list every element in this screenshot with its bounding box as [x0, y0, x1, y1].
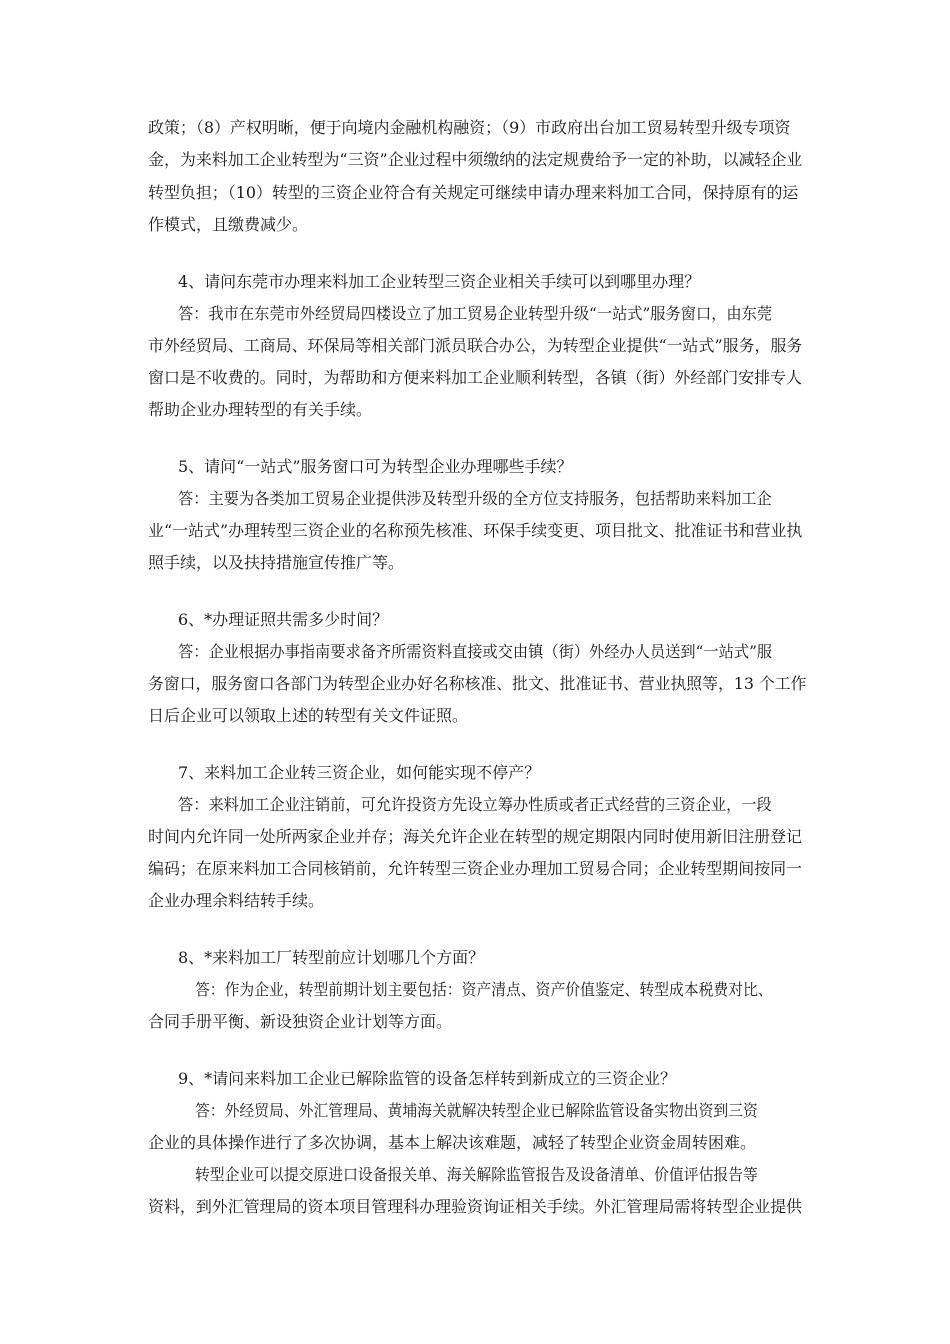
text-line: 答：外经贸局、外汇管理局、黄埔海关就解决转型企业已解除监管设备实物出资到三资	[195, 1101, 758, 1120]
text-line: 8、*来料加工厂转型前应计划哪几个方面？	[178, 948, 485, 967]
text-line: 答：企业根据办事指南要求备齐所需资料直接或交由镇（街）外经办人员送到“一站式”服	[178, 642, 773, 661]
text-line: 业“一站式”办理转型三资企业的名称预先核准、环保手续变更、项目批文、批准证书和营业执	[148, 521, 803, 540]
text-line: 企业办理余料结转手续。	[148, 891, 325, 910]
text-line: 转型企业可以提交原进口设备报关单、海关解除监管报告及设备清单、价值评估报告等	[195, 1165, 758, 1184]
text-line: 答：我市在东莞市外经贸局四楼设立了加工贸易企业转型升级“一站式”服务窗口，由东莞	[178, 304, 773, 323]
text-line: 时间内允许同一处所两家企业并存；海关允许企业在转型的规定期限内同时使用新旧注册登记	[148, 827, 803, 846]
text-line: 6、*办理证照共需多少时间？	[178, 610, 389, 629]
text-line: 7、来料加工企业转三资企业，如何能实现不停产？	[178, 763, 541, 782]
text-line: 政策；（8）产权明晰，便于向境内金融机构融资；（9）市政府出台加工贸易转型升级专项资	[148, 118, 791, 137]
text-line: 合同手册平衡、新设独资企业计划等方面。	[148, 1012, 453, 1031]
text-line: 帮助企业办理转型的有关手续。	[148, 400, 373, 419]
text-line: 作模式，且缴费减少。	[148, 215, 309, 234]
text-line: 窗口是不收费的。同时，为帮助和方便来料加工企业顺利转型，各镇（街）外经部门安排专人	[148, 368, 803, 387]
text-line: 照手续，以及扶持措施宣传推广等。	[148, 553, 405, 572]
text-line: 务窗口，服务窗口各部门为转型企业办好名称核准、批文、批准证书、营业执照等，13 个工作	[148, 674, 807, 693]
text-line: 5、请问“一站式”服务窗口可为转型企业办理哪些手续？	[178, 457, 573, 476]
text-line: 资料，到外汇管理局的资本项目管理科办理验资询证相关手续。外汇管理局需将转型企业提供	[148, 1197, 803, 1216]
text-line: 市外经贸局、工商局、环保局等相关部门派员联合办公，为转型企业提供“一站式”服务，服务	[148, 336, 803, 355]
text-line: 答：作为企业，转型前期计划主要包括：资产清点、资产价值鉴定、转型成本税费对比、	[195, 980, 773, 999]
text-line: 金，为来料加工企业转型为“三资”企业过程中须缴纳的法定规费给予一定的补助，以减轻企业	[148, 150, 803, 169]
text-line: 答：主要为各类加工贸易企业提供涉及转型升级的全方位支持服务，包括帮助来料加工企	[178, 489, 772, 508]
text-line: 答：来料加工企业注销前，可允许投资方先设立筹办性质或者正式经营的三资企业，一段	[178, 795, 772, 814]
text-line: 9、*请问来料加工企业已解除监管的设备怎样转到新成立的三资企业？	[178, 1069, 677, 1088]
text-line: 日后企业可以领取上述的转型有关文件证照。	[148, 706, 469, 725]
text-line: 编码；在原来料加工合同核销前，允许转型三资企业办理加工贸易合同；企业转型期间按同一	[148, 859, 803, 878]
text-line: 企业的具体操作进行了多次协调，基本上解决该难题，减轻了转型企业资金周转困难。	[148, 1133, 757, 1152]
text-line: 转型负担；（10）转型的三资企业符合有关规定可继续申请办理来料加工合同，保持原有的运	[148, 183, 799, 202]
text-line: 4、请问东莞市办理来料加工企业转型三资企业相关手续可以到哪里办理？	[178, 272, 701, 291]
